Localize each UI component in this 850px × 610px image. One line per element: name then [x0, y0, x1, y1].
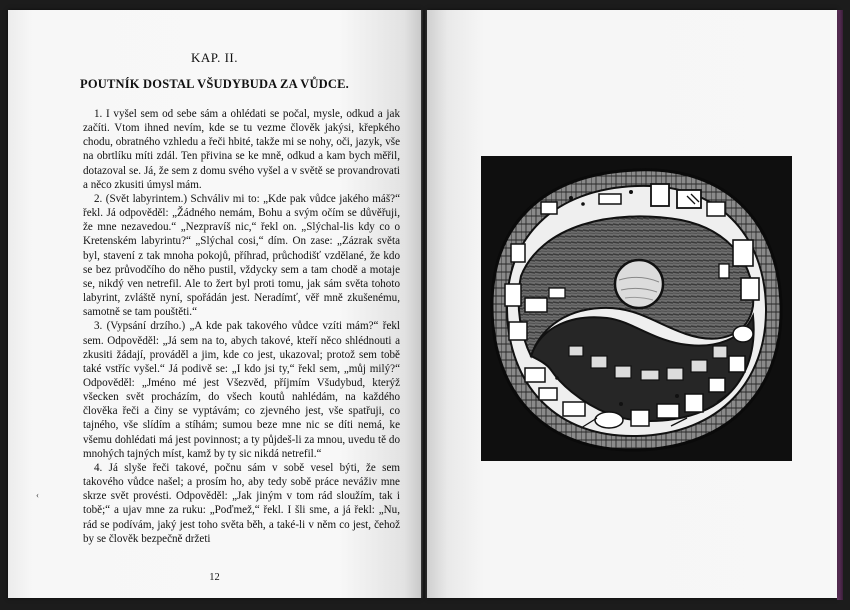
margin-mark: ‹ [36, 490, 39, 500]
paragraph-1: 1. I vyšel sem od sebe sám a ohlédati se počal, mysle, odkud a jak začíti. Vtom ihned nevím, kde se tu vezme člověk jakýsi, křepkého chodu, obratného vzhledu a řeči hbité, takže mi se nohy, oči, jazyk, vše na obrtlíku míti zdál. Ten přivina se ke mně, odkud a kam bych měřil, dotazoval se. Já, že sem z domu svého vyšel a v světě se provandrovati a něco zkusiti úmysl mám. [83, 108, 400, 191]
labyrinth-illustration [481, 156, 792, 461]
chapter-title: POUTNÍK DOSTAL VŠUDYBUDA ZA VŮDCE. [79, 77, 349, 91]
body-text [83, 107, 400, 546]
paragraph-2: 2. (Svět labyrintem.) Schváliv mi to: „Kde pak vůdce jakého máš?“ řekl. Já odpověděl: „Žádného nemám, Bohu a svým očím se důvěřuji, že mne nezavedou.“ „Nezpravíš nic,“ řekl on. „Slýchal-lis kdy co o Kretenském labyrintu?“ „Slýchal cosi,“ dím. On zase: „Zázrak světa byl, stavení z tak mnoha pokojů, příhrad, průchodišť vzdělané, že kdo se bez průvodčího do něho pustil, vždycky sem a tam chodě a motaje se, nikdý ven netrefil. Ale to žert byl proti tomu, jak sám světa tohoto labyrint, zvláště nyní, spořádán jest. Neradímť, věř mně zkušenému, samotně se tam pouštěti.“ [83, 192, 400, 319]
page-number: 12 [209, 572, 220, 583]
right-page [427, 10, 837, 598]
left-page [8, 10, 421, 598]
book-cover-edge [837, 10, 843, 600]
chapter-heading: KAP. II. [191, 50, 238, 65]
paragraph-4: 4. Já slyše řeči takové, počnu sám v sobě vesel býti, že sem takového vůdce našel; a prosím ho, aby tedy sobě práce neváživ mne skrze svět provésti. Odpověděl: „Jak jiným v tom rád sloužím, tak i tobě;“ a ujav mne za ruku: „Poďmež,“ řekl. I šli sme, a já řekl: „Nu, rád se podívám, jaký jest toho světa běh, a také-li v něm co jest, čehož by se člověk bezpečně držeti [83, 461, 400, 545]
paragraph-3: 3. (Vypsání drzího.) „A kde pak takového vůdce vzíti mám?“ řekl sem. Odpověděl: „Já sem na to, abych takové, kteří něco shlédnouti a zkusiti žádají, prováděl a jim, kde co jest, ukazoval; protož sem tobě také vstříc vyšel.“ Já podivě se: „I kdo jsi ty,“ řekl sem, „můj milý?“ Odpověděl: „Jméno mé jest Všezvěd, příjmím Všudybud, kterýž všecken svět procházím, do všech koutů nahlédám, na každého člověka řeči a činy se vyptávám; co zjevného jest, vše spatřuji, co tajného, vše slídím a stíhám; sumou beze mne nic se díti nemá, ke všemu dohlédati má jest povinnost; a ty půjdeš-li za mnou, uvedu tě do mnohých tajných míst, kamž by ty sic nikdá netrefil.“ [83, 320, 400, 460]
